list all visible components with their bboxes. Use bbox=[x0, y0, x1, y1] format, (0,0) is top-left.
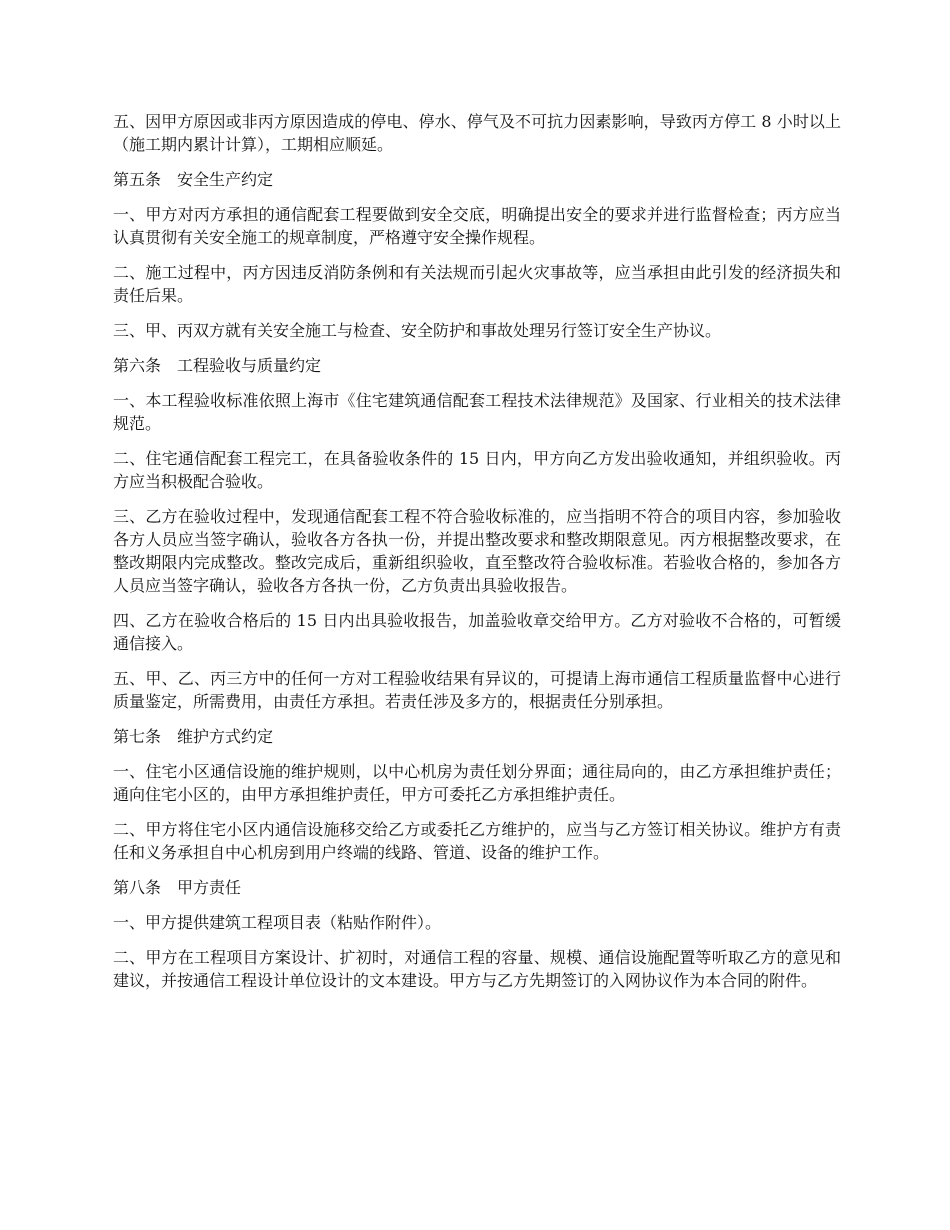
paragraph-4: 二、施工过程中，丙方因违反消防条例和有关法规而引起火灾事故等，应当承担由此引发的经济损失和责任后果。 bbox=[113, 263, 841, 305]
article-6-heading: 第六条 工程验收与质量约定 bbox=[113, 356, 322, 375]
paragraph-14: 二、甲方将住宅小区内通信设施移交给乙方或委托乙方维护的，应当与乙方签订相关协议。维护方有责任和义务承担自中心机房到用户终端的线路、管道、设备的维护工作。 bbox=[113, 820, 841, 862]
paragraph-7: 一、本工程验收标准依照上海市《住宅建筑通信配套工程技术法律规范》及国家、行业相关的技术法律规范。 bbox=[113, 391, 841, 433]
article-7-heading: 第七条 维护方式约定 bbox=[113, 727, 274, 746]
paragraph-3: 一、甲方对丙方承担的通信配套工程要做到安全交底，明确提出安全的要求并进行监督检查；丙方应当认真贯彻有关安全施工的规章制度，严格遵守安全操作规程。 bbox=[113, 205, 841, 247]
paragraph-8: 二、住宅通信配套工程完工，在具备验收条件的 15 日内，甲方向乙方发出验收通知，并组织验收。丙方应当积极配合验收。 bbox=[113, 449, 841, 491]
paragraph-11: 五、甲、乙、丙三方中的任何一方对工程验收结果有异议的，可提请上海市通信工程质量监督中心进行质量鉴定，所需费用，由责任方承担。若责任涉及多方的，根据责任分别承担。 bbox=[113, 669, 841, 711]
document-page bbox=[113, 110, 841, 1004]
paragraph-5: 三、甲、丙双方就有关安全施工与检查、安全防护和事故处理另行签订安全生产协议。 bbox=[113, 321, 722, 340]
article-8-heading: 第八条 甲方责任 bbox=[113, 878, 242, 897]
paragraph-9: 三、乙方在验收过程中，发现通信配套工程不符合验收标准的，应当指明不符合的项目内容，参加验收各方人员应当签字确认，验收各方各执一份，并提出整改要求和整改期限意见。丙方根据整改要求，在整改期限内完成整改。整改完成后，重新组织验收，直至整改符合验收标准。若验收合格的，参加各方人员应当签字确认，验收各方各执一份，乙方负责出具验收报告。 bbox=[113, 507, 841, 595]
paragraph-13: 一、住宅小区通信设施的维护规则，以中心机房为责任划分界面；通往局向的，由乙方承担维护责任；通向住宅小区的，由甲方承担维护责任，甲方可委托乙方承担维护责任。 bbox=[113, 762, 841, 804]
paragraph-17: 二、甲方在工程项目方案设计、扩初时，对通信工程的容量、规模、通信设施配置等听取乙方的意见和建议，并按通信工程设计单位设计的文本建设。甲方与乙方先期签订的入网协议作为本合同的附件。 bbox=[113, 948, 841, 990]
article-5-heading: 第五条 安全生产约定 bbox=[113, 170, 274, 189]
paragraph-10: 四、乙方在验收合格后的 15 日内出具验收报告，加盖验收章交给甲方。乙方对验收不合格的，可暂缓通信接入。 bbox=[113, 611, 841, 653]
paragraph-1: 五、因甲方原因或非丙方原因造成的停电、停水、停气及不可抗力因素影响，导致丙方停工 8 小时以上（施工期内累计计算），工期相应顺延。 bbox=[113, 112, 841, 154]
paragraph-16: 一、甲方提供建筑工程项目表（粘贴作附件）。 bbox=[113, 913, 442, 932]
